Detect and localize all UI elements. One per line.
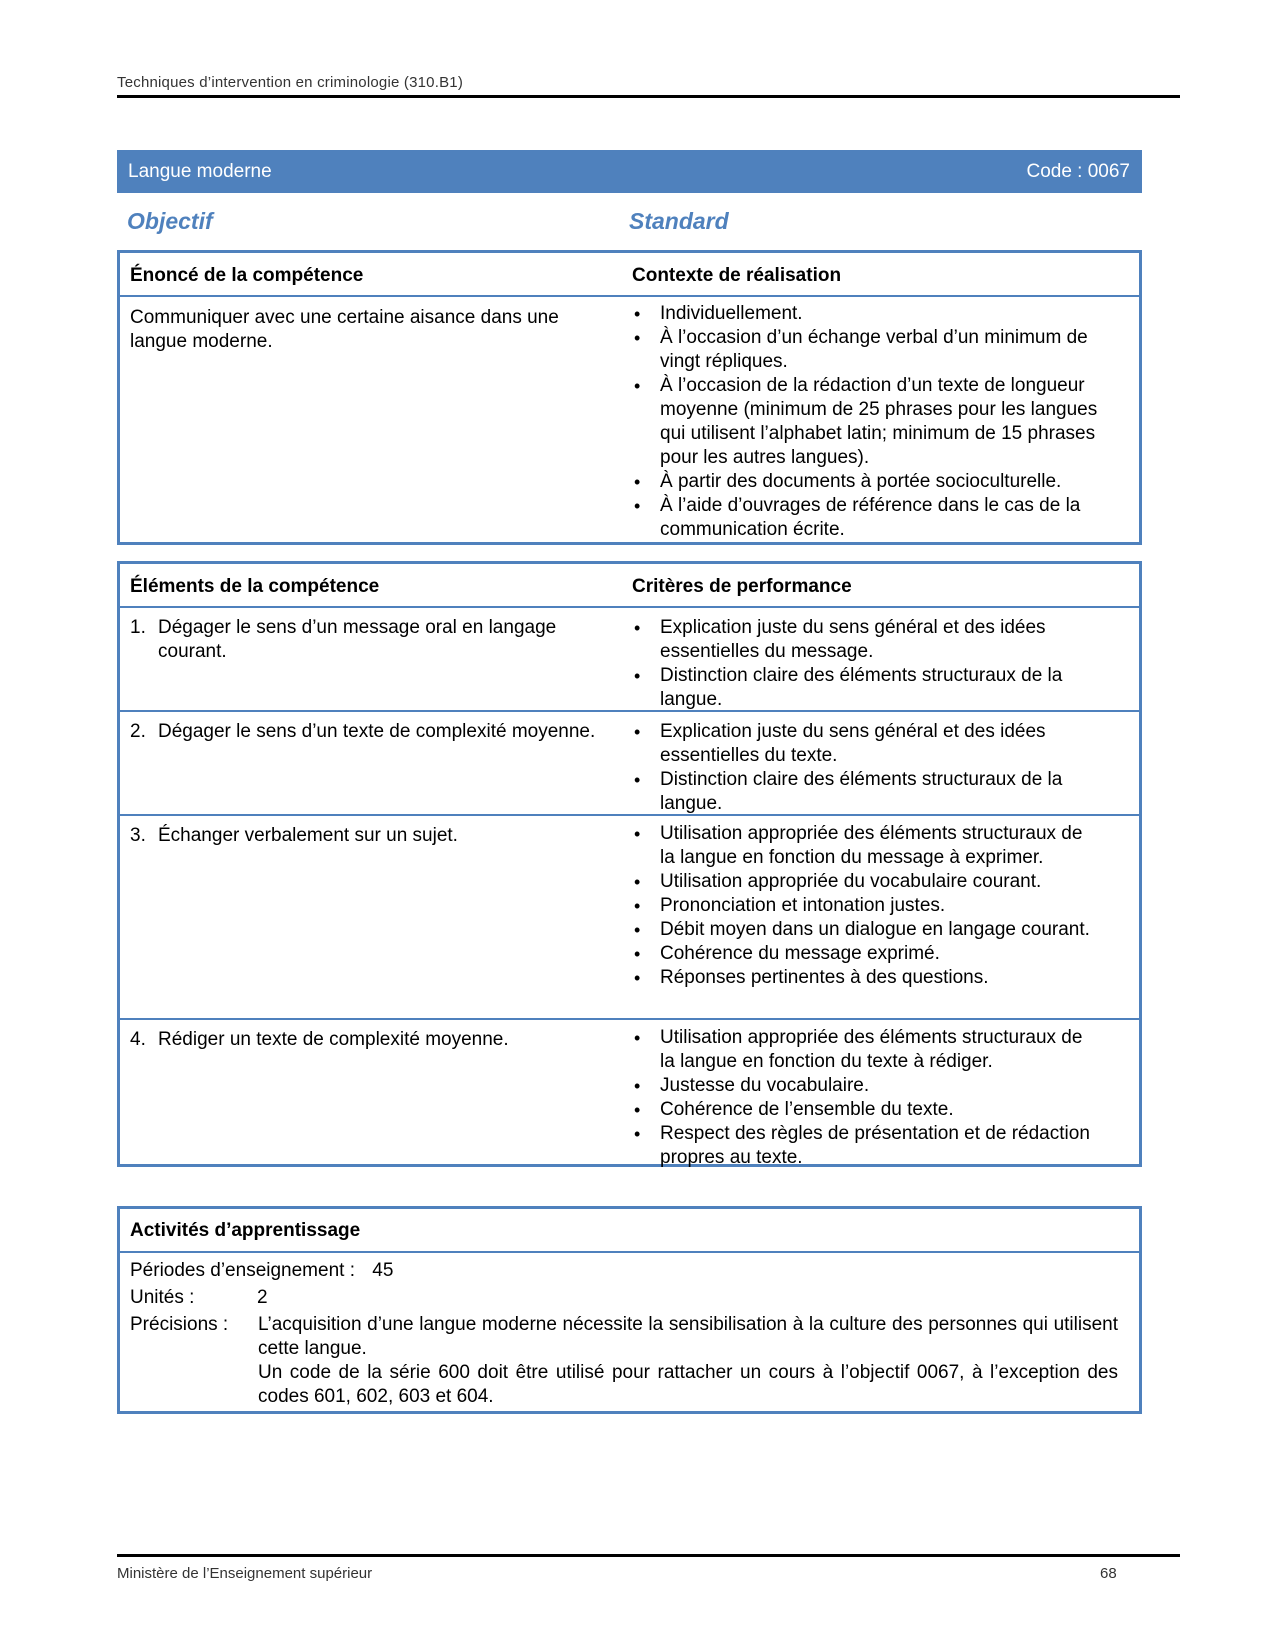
element-number: 1. (130, 617, 146, 638)
criteria-list (632, 822, 1102, 990)
table-header-row (120, 564, 1139, 608)
list-item: • Cohérence de l’ensemble du texte. (632, 1098, 1102, 1122)
element-number: 3. (130, 825, 146, 846)
periods-value: 45 (372, 1260, 394, 1281)
element-number: 4. (130, 1029, 146, 1050)
statement-header: Énoncé de la compétence (130, 265, 364, 286)
objectif-heading: Objectif (127, 208, 213, 234)
footer-ministry: Ministère de l’Enseignement supérieur (117, 1565, 373, 1582)
units-value: 2 (257, 1287, 268, 1308)
element-item (130, 1028, 628, 1052)
standard-heading: Standard (629, 208, 729, 234)
elements-criteria-table (117, 561, 1142, 1167)
table-row (120, 712, 1139, 816)
page-number: 68 (1100, 1565, 1117, 1582)
element-text: Rédiger un texte de complexité moyenne. (158, 1029, 509, 1050)
criteria-list (632, 616, 1102, 712)
precisions-label: Précisions : (130, 1314, 229, 1335)
units-line (130, 1286, 268, 1310)
list-item: • Utilisation appropriée du vocabulaire courant. (632, 870, 1102, 894)
list-item: • Utilisation appropriée des éléments structuraux de la langue en fonction du message à exprimer. (632, 822, 1102, 870)
list-item: • Justesse du vocabulaire. (632, 1074, 1102, 1098)
list-item: • Prononciation et intonation justes. (632, 894, 1102, 918)
document-header: Techniques d’intervention en criminologie (310.B1) (117, 74, 464, 91)
elements-header: Éléments de la compétence (130, 576, 380, 597)
table-row (120, 816, 1139, 1020)
activities-title: Activités d’apprentissage (130, 1220, 361, 1241)
competency-name: Langue moderne (128, 160, 272, 182)
footer-rule (117, 1554, 1180, 1557)
element-item (130, 824, 628, 848)
element-text: Dégager le sens d’un texte de complexité moyenne. (158, 721, 596, 742)
element-item (130, 616, 628, 664)
list-item: • Débit moyen dans un dialogue en langage courant. (632, 918, 1102, 942)
table-header-row (120, 253, 1139, 297)
list-item: • Explication juste du sens général et des idées essentielles du message. (632, 616, 1102, 664)
competency-title-bar (117, 150, 1142, 193)
list-item: • Individuellement. (632, 302, 1102, 326)
criteria-list (632, 1026, 1102, 1170)
list-item: • À l’aide d’ouvrages de référence dans le cas de la communication écrite. (632, 494, 1102, 542)
periods-label: Périodes d’enseignement : (130, 1260, 355, 1281)
table-row (120, 608, 1139, 712)
precision-text: Un code de la série 600 doit être utilisé pour rattacher un cours à l’objectif 0067, à l’exception des codes 601, 602, 603 et 604. (258, 1362, 1118, 1407)
context-header: Contexte de réalisation (632, 265, 842, 286)
criteria-header: Critères de performance (632, 576, 852, 597)
learning-activities-box (117, 1206, 1142, 1414)
table-row (120, 1020, 1139, 1168)
list-item: • À partir des documents à portée socioculturelle. (632, 470, 1102, 494)
list-item: • Respect des règles de présentation et de rédaction propres au texte. (632, 1122, 1102, 1170)
header-rule (117, 95, 1180, 98)
list-item: • Explication juste du sens général et des idées essentielles du texte. (632, 720, 1102, 768)
precision-text: L’acquisition d’une langue moderne nécessite la sensibilisation à la culture des personnes qui utilisent cette langue. (258, 1314, 1118, 1359)
list-item: • Distinction claire des éléments structuraux de la langue. (632, 768, 1102, 816)
competency-statement-table (117, 250, 1142, 545)
list-item: • Utilisation appropriée des éléments structuraux de la langue en fonction du texte à rédiger. (632, 1026, 1102, 1074)
element-item (130, 720, 628, 744)
list-item: • À l’occasion d’un échange verbal d’un minimum de vingt répliques. (632, 326, 1102, 374)
list-item: • Distinction claire des éléments structuraux de la langue. (632, 664, 1102, 712)
list-item: • Réponses pertinentes à des questions. (632, 966, 1102, 990)
element-text: Échanger verbalement sur un sujet. (158, 825, 458, 846)
criteria-list (632, 720, 1102, 816)
element-number: 2. (130, 721, 146, 742)
element-text: Dégager le sens d’un message oral en langage courant. (158, 617, 557, 662)
competency-statement: Communiquer avec une certaine aisance dans une langue moderne. (130, 307, 559, 352)
context-list (632, 302, 1102, 542)
list-item: • À l’occasion de la rédaction d’un texte de longueur moyenne (minimum de 25 phrases pour les langues qui utilisent l’alphabet latin; minimum de 15 phrases pour les autres langues). (632, 374, 1102, 470)
activities-header (120, 1209, 1139, 1253)
list-item: • Cohérence du message exprimé. (632, 942, 1102, 966)
competency-code: Code : 0067 (1026, 160, 1130, 182)
table-row (120, 297, 1139, 542)
units-label: Unités : (130, 1287, 195, 1308)
periods-line (130, 1259, 393, 1283)
